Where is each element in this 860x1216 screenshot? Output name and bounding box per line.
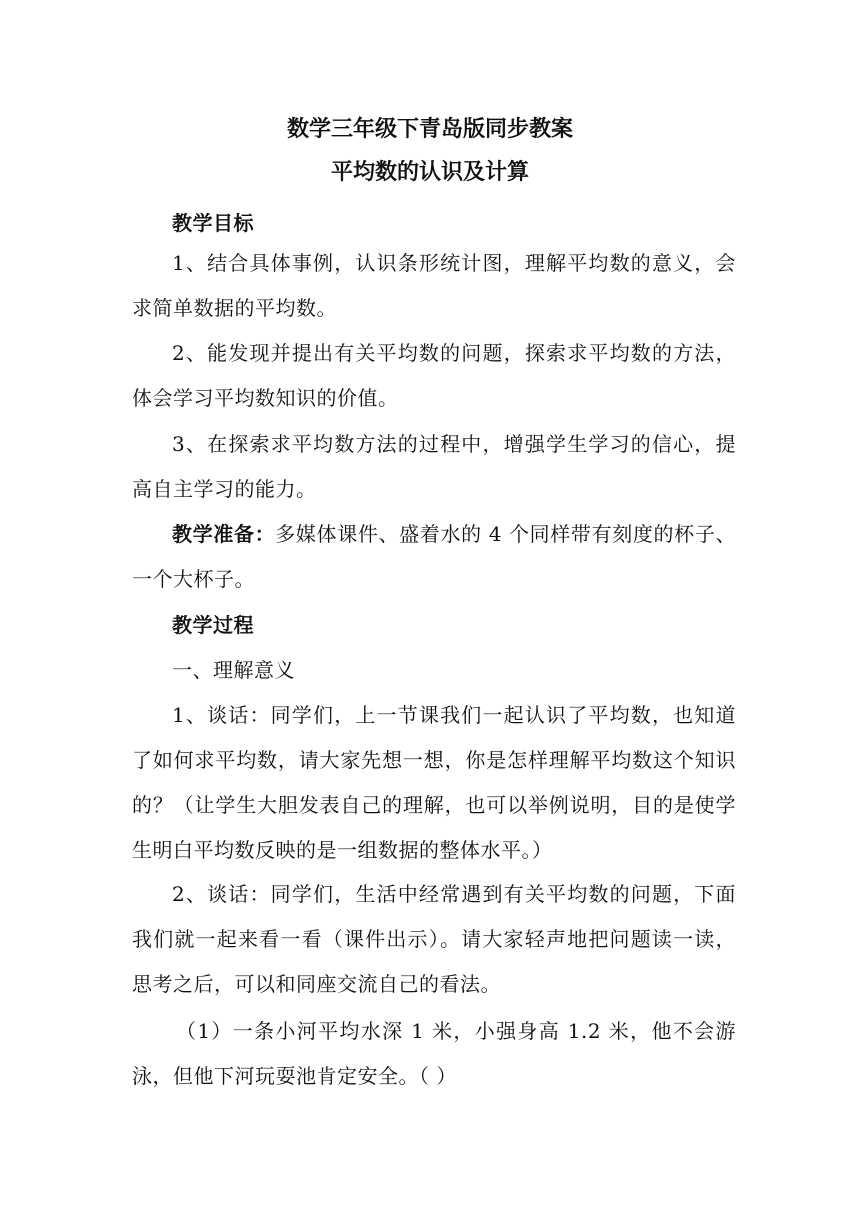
preparation-text: 多媒体课件、盛着水的 4 个同样带有刻度的杯子、一个大杯子。 bbox=[132, 522, 736, 591]
document-title: 数学三年级下青岛版同步教案 bbox=[286, 117, 573, 142]
preparation-label: 教学准备： bbox=[172, 522, 276, 546]
objectives-heading: 教学目标 bbox=[172, 211, 254, 235]
objective-item-3: 3、在探索求平均数方法的过程中，增强学生学习的信心，提高自主学习的能力。 bbox=[132, 432, 736, 501]
talk-paragraph-1: 1、谈话：同学们，上一节课我们一起认识了平均数，也知道了如何求平均数，请大家先想一想，你是怎样理解平均数这个知识的？（让学生大胆发表自己的理解，也可以举例说明，目的是使学生明白平均数反映的是一组数据的整体水平。） bbox=[132, 703, 736, 862]
document-subtitle: 平均数的认识及计算 bbox=[330, 160, 529, 185]
talk-paragraph-2: 2、谈话：同学们，生活中经常遇到有关平均数的问题，下面我们就一起来看一看（课件出示）。请大家轻声地把问题读一读，思考之后，可以和同座交流自己的看法。 bbox=[132, 882, 736, 996]
section-1-heading: 一、理解意义 bbox=[172, 658, 295, 682]
objective-item-2: 2、能发现并提出有关平均数的问题，探索求平均数的方法，体会学习平均数知识的价值。 bbox=[132, 341, 736, 410]
preparation-paragraph bbox=[132, 512, 736, 602]
objective-item-1: 1、结合具体事例，认识条形统计图，理解平均数的意义，会求简单数据的平均数。 bbox=[132, 251, 736, 320]
question-1: （1）一条小河平均水深 1 米，小强身高 1.2 米，他不会游泳，但他下河玩耍池肯定安全。（ ） bbox=[132, 1019, 736, 1088]
process-heading: 教学过程 bbox=[172, 613, 254, 637]
